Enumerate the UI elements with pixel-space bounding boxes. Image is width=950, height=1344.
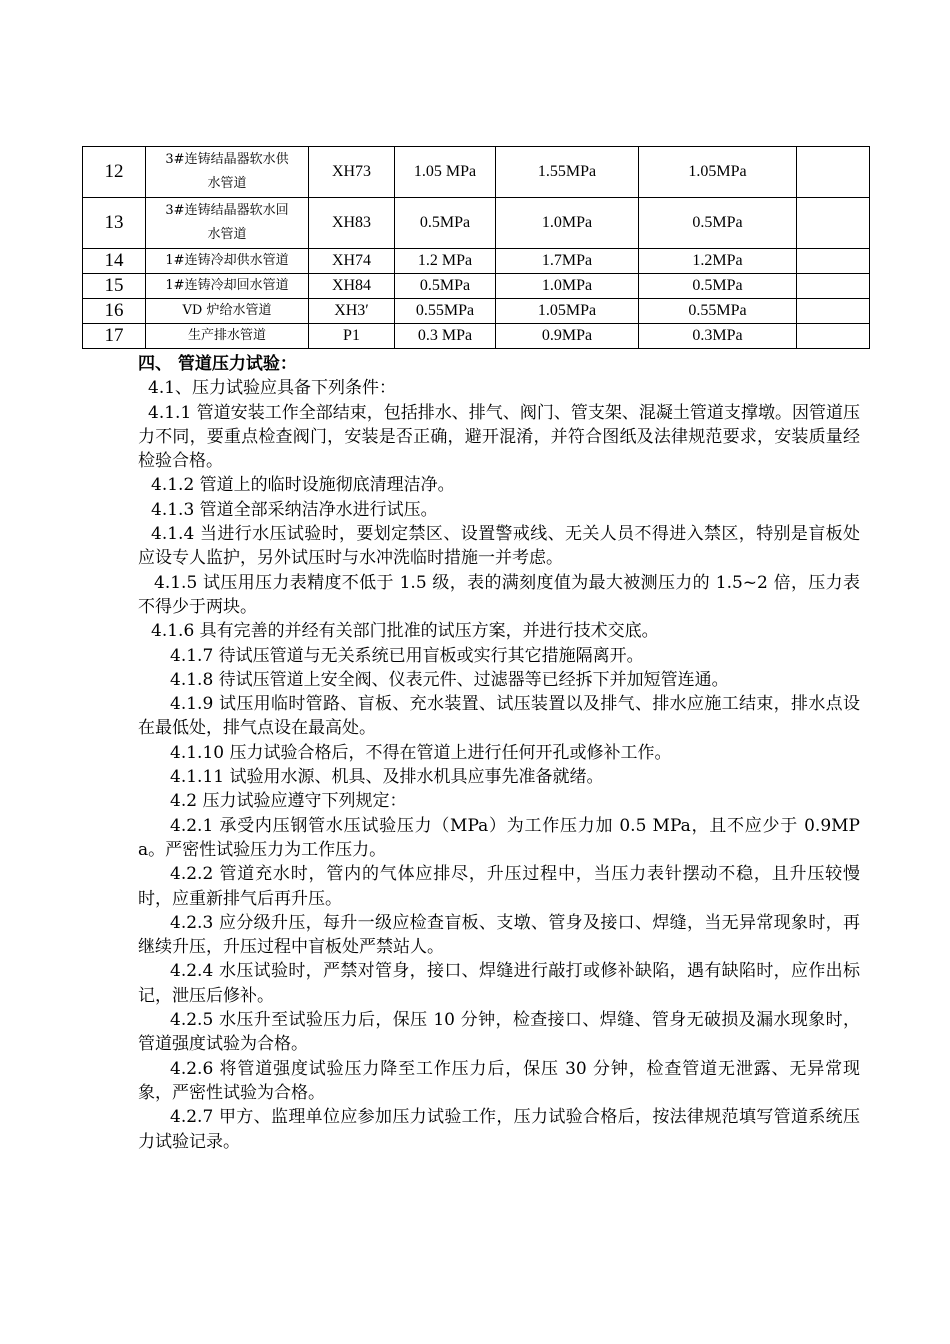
pipe-name: 1#连铸冷却供水管道	[146, 249, 309, 274]
table-row	[83, 324, 870, 349]
pipe-name: 1#连铸冷却回水管道	[146, 274, 309, 299]
row-number: 17	[83, 324, 146, 349]
strength-test-pressure: 1.0MPa	[496, 198, 639, 249]
strength-test-pressure: 0.9MPa	[496, 324, 639, 349]
row-number: 13	[83, 198, 146, 249]
work-pressure: 0.55MPa	[395, 299, 496, 324]
pipe-name-text: 3#连铸结晶器软水供水管道	[165, 152, 289, 191]
row-number: 14	[83, 249, 146, 274]
tightness-test-pressure: 0.5MPa	[639, 198, 797, 249]
paragraph: 4.2.3 应分级升压，每升一级应检查盲板、支墩、管身及接口、焊缝，当无异常现象时，再继续升压，升压过程中盲板处严禁站人。	[138, 912, 860, 958]
pipe-pressure-table	[82, 146, 870, 349]
pipe-name: VD 炉给水管道	[146, 299, 309, 324]
work-pressure: 1.05 MPa	[395, 147, 496, 198]
system-code: P1	[309, 324, 395, 349]
strength-test-pressure: 1.0MPa	[496, 274, 639, 299]
paragraph: 4.2.4 水压试验时，严禁对管身，接口、焊缝进行敲打或修补缺陷，遇有缺陷时，应作出标记，泄压后修补。	[138, 961, 860, 1006]
row-number: 12	[83, 147, 146, 198]
table-row	[83, 274, 870, 299]
paragraph: 4.1.5 试压用压力表精度不低于 1.5 级，表的满刻度值为最大被测压力的 1.5~2 倍，压力表不得少于两块。	[138, 572, 860, 617]
system-code: XH74	[309, 249, 395, 274]
table-row	[83, 147, 870, 198]
tightness-test-pressure: 1.2MPa	[639, 249, 797, 274]
row-number: 15	[83, 274, 146, 299]
paragraph: 4.2.7 甲方、监理单位应参加压力试验工作，压力试验合格后，按法律规范填写管道系统压力试验记录。	[138, 1107, 860, 1152]
system-code: XH84	[309, 274, 395, 299]
remark	[797, 147, 870, 198]
section-heading: 四、 管道压力试验：	[138, 354, 297, 374]
pipe-name	[146, 147, 309, 198]
paragraph: 4.1.7 待试压管道与无关系统已用盲板或实行其它措施隔离开。	[170, 645, 644, 666]
paragraph: 4.1.3 管道全部采纳洁净水进行试压。	[151, 499, 438, 520]
paragraph: 4.1.9 试压用临时管路、盲板、充水装置、试压装置以及排气、排水应施工结束，排水点设在最低处，排气点设在最高处。	[138, 694, 860, 739]
tightness-test-pressure: 1.05MPa	[639, 147, 797, 198]
table-row	[83, 198, 870, 249]
tightness-test-pressure: 0.5MPa	[639, 274, 797, 299]
paragraph: 4.1.8 待试压管道上安全阀、仪表元件、过滤器等已经拆下并加短管连通。	[170, 669, 729, 690]
tightness-test-pressure: 0.55MPa	[639, 299, 797, 324]
section-body	[138, 352, 860, 1154]
pipe-name-text: 3#连铸结晶器软水回水管道	[165, 203, 289, 242]
paragraph: 4.2.2 管道充水时，管内的气体应排尽，升压过程中，当压力表针摆动不稳，且升压较慢时，应重新排气后再升压。	[138, 864, 860, 909]
table-row	[83, 299, 870, 324]
system-code: XH73	[309, 147, 395, 198]
system-code: XH83	[309, 198, 395, 249]
paragraph: 4.2 压力试验应遵守下列规定：	[170, 791, 407, 812]
paragraph: 4.2.6 将管道强度试验压力降至工作压力后，保压 30 分钟，检查管道无泄露、无异常现象，严密性试验为合格。	[138, 1058, 860, 1103]
work-pressure: 0.3 MPa	[395, 324, 496, 349]
work-pressure: 1.2 MPa	[395, 249, 496, 274]
tightness-test-pressure: 0.3MPa	[639, 324, 797, 349]
remark	[797, 249, 870, 274]
paragraph: 4.1.6 具有完善的并经有关部门批准的试压方案，并进行技术交底。	[151, 621, 659, 642]
paragraph: 4.1.2 管道上的临时设施彻底清理洁净。	[151, 475, 455, 496]
strength-test-pressure: 1.05MPa	[496, 299, 639, 324]
table-row	[83, 249, 870, 274]
paragraph: 4.2.5 水压升至试验压力后，保压 10 分钟，检查接口、焊缝、管身无破损及漏水现象时，管道强度试验为合格。	[138, 1010, 860, 1055]
strength-test-pressure: 1.7MPa	[496, 249, 639, 274]
pipe-name	[146, 198, 309, 249]
row-number: 16	[83, 299, 146, 324]
paragraph: 4.1.10 压力试验合格后，不得在管道上进行任何开孔或修补工作。	[170, 742, 672, 763]
work-pressure: 0.5MPa	[395, 198, 496, 249]
remark	[797, 299, 870, 324]
strength-test-pressure: 1.55MPa	[496, 147, 639, 198]
pipe-name: 生产排水管道	[146, 324, 309, 349]
paragraph: 4.2.1 承受内压钢管水压试验压力（MPa）为工作压力加 0.5 MPa，且不应少于 0.9MPa。严密性试验压力为工作压力。	[138, 815, 860, 860]
work-pressure: 0.5MPa	[395, 274, 496, 299]
remark	[797, 198, 870, 249]
remark	[797, 324, 870, 349]
paragraph: 4.1.4 当进行水压试验时，要划定禁区、设置警戒线、无关人员不得进入禁区，特别是盲板处应设专人监护，另外试压时与水冲洗临时措施一并考虑。	[138, 524, 860, 569]
remark	[797, 274, 870, 299]
paragraph: 4.1.11 试验用水源、机具、及排水机具应事先准备就绪。	[170, 767, 604, 788]
paragraph: 4.1、压力试验应具备下列条件：	[148, 378, 397, 399]
paragraph: 4.1.1 管道安装工作全部结束，包括排水、排气、阀门、管支架、混凝土管道支撑墩。因管道压力不同，要重点检查阀门，安装是否正确，避开混淆，并符合图纸及法律规范要求，安装质量经检验合格。	[138, 402, 860, 472]
system-code: XH3′	[309, 299, 395, 324]
